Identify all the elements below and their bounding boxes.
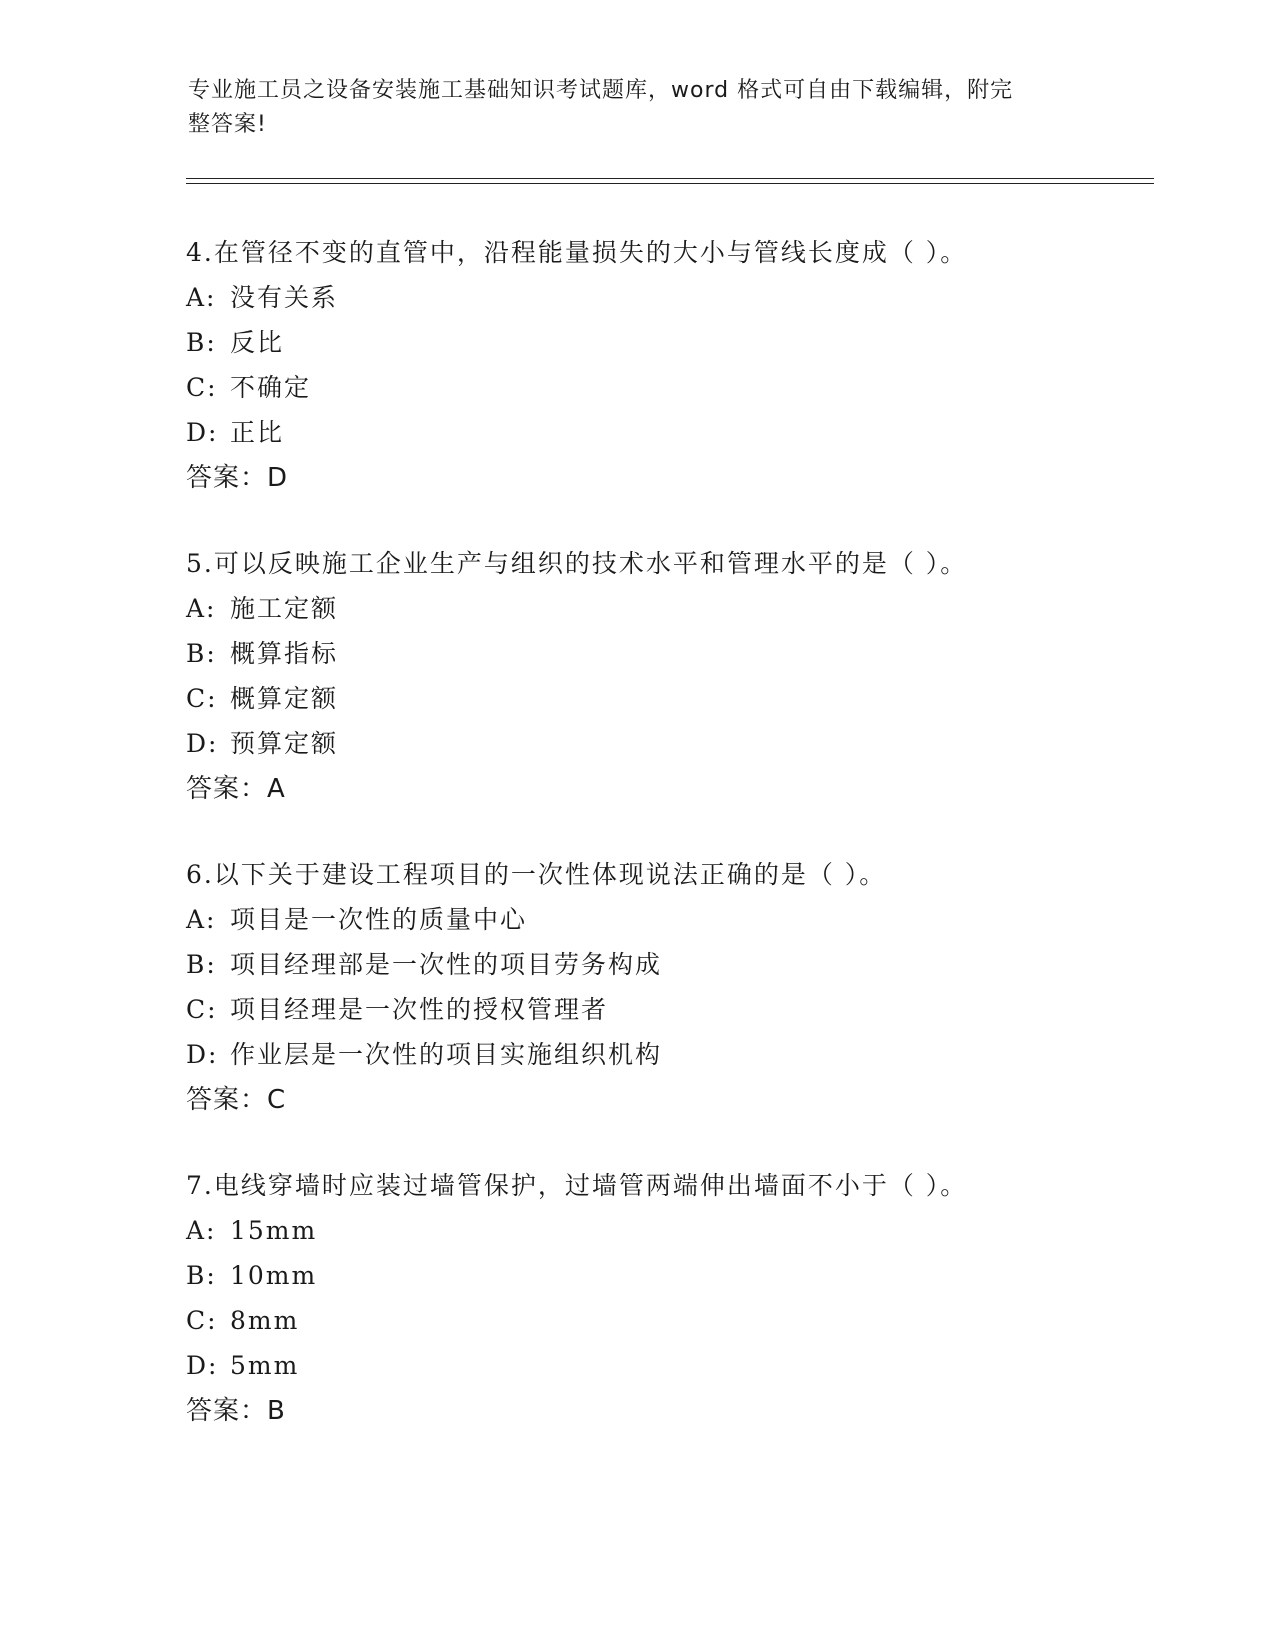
- option-text: 项目经理部是一次性的项目劳务构成: [230, 950, 663, 979]
- option-c: [186, 681, 1166, 717]
- option-text: 概算定额: [230, 684, 339, 713]
- header-divider-bottom: [186, 183, 1154, 184]
- option-b: [186, 636, 1166, 672]
- option-letter: A:: [186, 594, 217, 623]
- option-text: 作业层是一次性的项目实施组织机构: [230, 1040, 663, 1069]
- option-text: 10mm: [230, 1261, 318, 1290]
- option-letter: A:: [186, 905, 217, 934]
- option-letter: C:: [186, 1306, 218, 1335]
- option-b: [186, 947, 1166, 983]
- answer-line: 答案：A: [186, 774, 286, 804]
- option-letter: A:: [186, 283, 217, 312]
- answer-line: 答案：B: [186, 1396, 286, 1426]
- question-stem: 7.电线穿墙时应装过墙管保护，过墙管两端伸出墙面不小于（ ）。: [186, 1171, 968, 1200]
- option-letter: B:: [186, 1261, 217, 1290]
- document-header: [188, 74, 1068, 142]
- option-text: 不确定: [230, 373, 312, 402]
- option-b: [186, 1258, 1166, 1294]
- option-text: 5mm: [230, 1351, 300, 1380]
- header-line-2: 整答案!: [188, 112, 267, 137]
- option-letter: A:: [186, 1216, 217, 1245]
- option-letter: B:: [186, 639, 217, 668]
- option-text: 正比: [230, 418, 285, 447]
- header-divider-top: [186, 178, 1154, 179]
- option-a: [186, 280, 1166, 316]
- question-list: [186, 235, 1166, 1479]
- option-text: 没有关系: [230, 283, 339, 312]
- question-6: [186, 857, 1166, 1118]
- option-text: 15mm: [230, 1216, 318, 1245]
- option-letter: B:: [186, 950, 217, 979]
- option-text: 概算指标: [230, 639, 339, 668]
- option-letter: D:: [186, 1351, 219, 1380]
- answer-line: 答案：D: [186, 463, 289, 493]
- option-text: 反比: [230, 328, 285, 357]
- header-line-1: 专业施工员之设备安装施工基础知识考试题库，word 格式可自由下载编辑，附完: [188, 78, 1014, 103]
- option-letter: B:: [186, 328, 217, 357]
- question-stem: 6.以下关于建设工程项目的一次性体现说法正确的是（ ）。: [186, 860, 887, 889]
- option-a: [186, 902, 1166, 938]
- option-c: [186, 1303, 1166, 1339]
- question-7: [186, 1168, 1166, 1429]
- question-stem: 4.在管径不变的直管中，沿程能量损失的大小与管线长度成（ ）。: [186, 238, 968, 267]
- question-5: [186, 546, 1166, 807]
- option-letter: D:: [186, 1040, 219, 1069]
- option-a: [186, 1213, 1166, 1249]
- option-letter: C:: [186, 373, 218, 402]
- option-letter: D:: [186, 729, 219, 758]
- option-c: [186, 370, 1166, 406]
- question-stem: 5.可以反映施工企业生产与组织的技术水平和管理水平的是（ ）。: [186, 549, 968, 578]
- option-d: [186, 1348, 1166, 1384]
- option-a: [186, 591, 1166, 627]
- option-d: [186, 415, 1166, 451]
- option-text: 预算定额: [230, 729, 339, 758]
- option-b: [186, 325, 1166, 361]
- option-text: 施工定额: [230, 594, 339, 623]
- option-c: [186, 992, 1166, 1028]
- option-text: 项目是一次性的质量中心: [230, 905, 528, 934]
- option-text: 项目经理是一次性的授权管理者: [230, 995, 609, 1024]
- option-letter: C:: [186, 995, 218, 1024]
- option-letter: C:: [186, 684, 218, 713]
- option-d: [186, 726, 1166, 762]
- option-d: [186, 1037, 1166, 1073]
- question-4: [186, 235, 1166, 496]
- option-letter: D:: [186, 418, 219, 447]
- answer-line: 答案：C: [186, 1085, 287, 1115]
- option-text: 8mm: [230, 1306, 300, 1335]
